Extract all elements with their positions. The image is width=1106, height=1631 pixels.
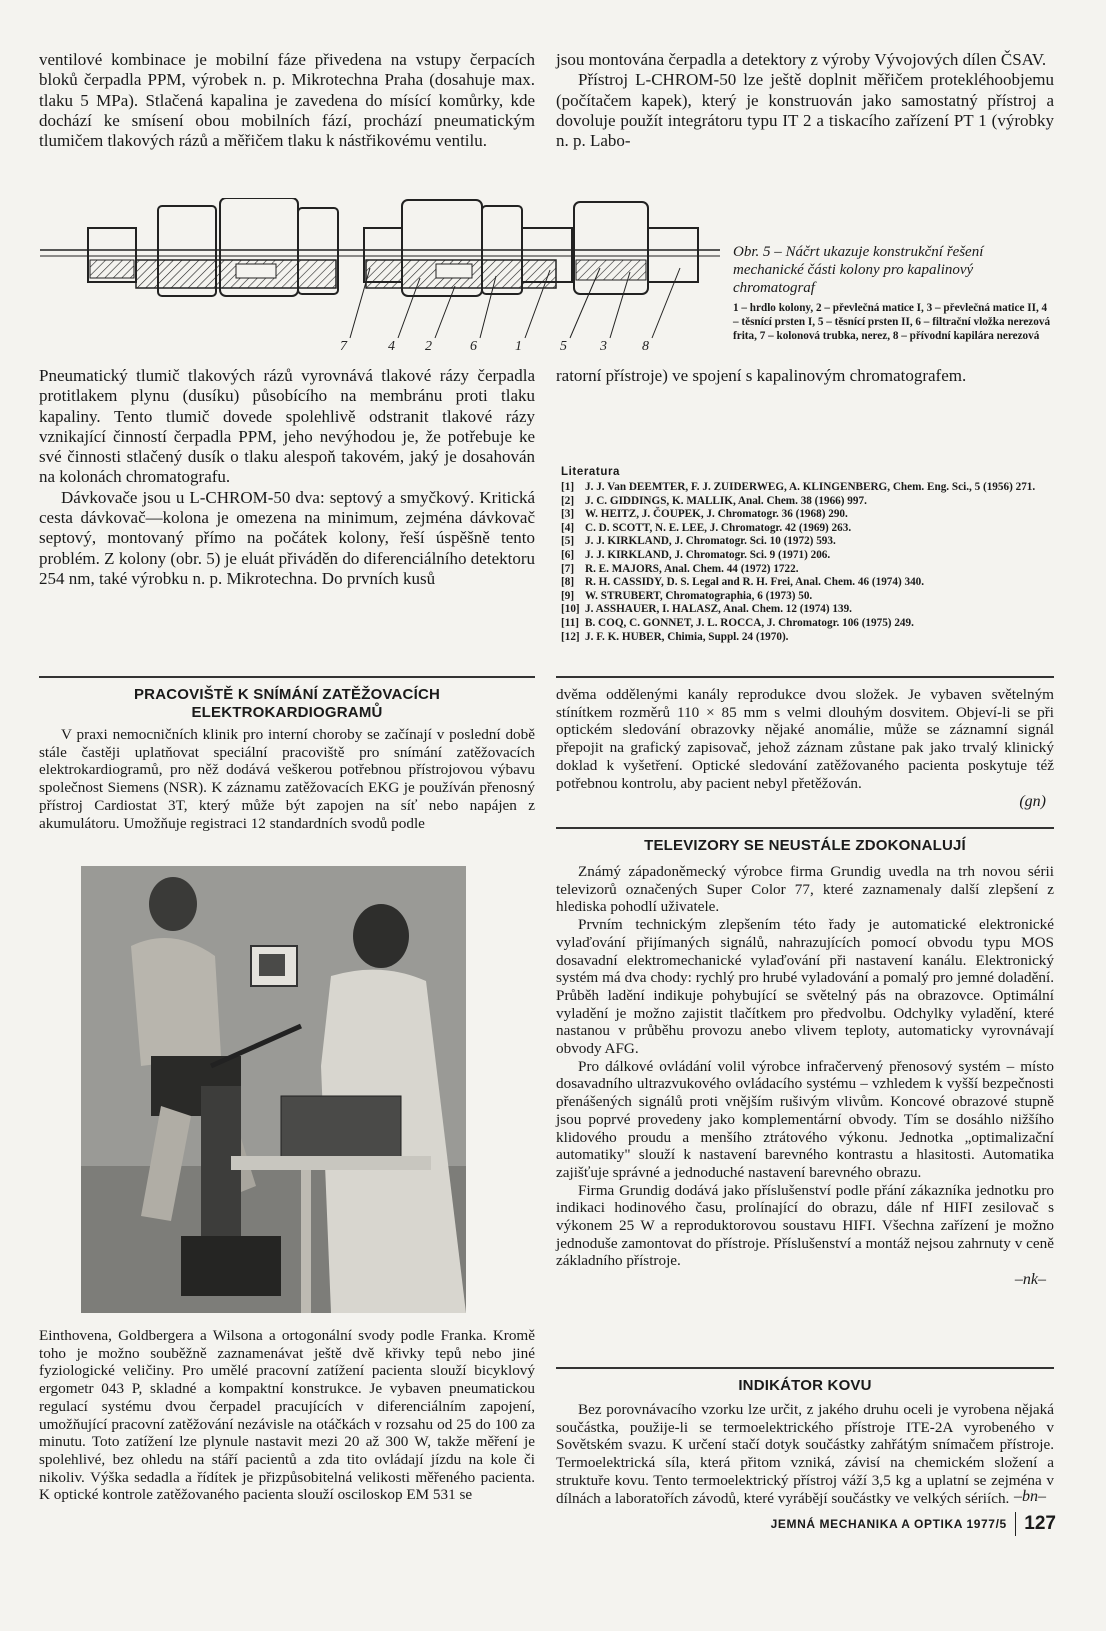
article-title: PRACOVIŠTĚ K SNÍMÁNÍ ZATĚŽOVACÍCH ELEKTROKARDIOGRAMŮ: [133, 686, 441, 721]
reference-number: [3]: [561, 508, 575, 521]
middle-left-column: [39, 366, 535, 589]
author-signature: –nk–: [1014, 1271, 1046, 1289]
article-indikator-kovu: [556, 1377, 1054, 1507]
figure-label: 4: [388, 339, 395, 354]
reference-text: J. C. GIDDINGS, K. MALLIK, Anal. Chem. 38 (1966) 997.: [585, 494, 867, 507]
figure-label: 8: [642, 339, 649, 354]
reference-number: [4]: [561, 521, 575, 534]
author-signature: (gn): [1019, 793, 1046, 811]
figure-caption-legend: 1 – hrdlo kolony, 2 – převlečná matice I, 3 – převlečná matice II, 4 – těsnící prsten I, 5 – těsnící prsten II, 6 – filtrační vložka nerezová frita, 7 – kolonová trubka, nerez, 8 – přívodní kapilára nerezová: [733, 302, 1051, 342]
reference-number: [1]: [561, 481, 575, 493]
figure-label: 1: [515, 339, 522, 354]
middle-right-column: [556, 366, 1054, 386]
reference-text: J. J. Van DEEMTER, F. J. ZUIDERWEG, A. KLINGENBERG, Chem. Eng. Sci., 5 (1956) 271.: [585, 481, 1036, 493]
article-ekg-right: [556, 686, 1054, 812]
paragraph: dvěma oddělenými kanály reprodukce dvou složek. Je vybaven světelným stínítkem rozměrů 110 × 85 mm s velmi dlouhým dosvitem. Objeví-li se při optickém sledování obrazovky nějaké anomálie, může se záznamní signál přepojit na grafický zapisovač, jehož záznam zůstane pak jako trvalý klinický doklad k vyšetření. Optické sledování zatěžovaného pacienta poskytuje též potřebnou kontrolu, aby pacient nebyl přetěžován.: [556, 686, 1054, 792]
reference-text: R. H. CASSIDY, D. S. Legal and R. H. Frei, Anal. Chem. 46 (1974) 340.: [585, 576, 925, 589]
literature-heading: Literatura: [561, 466, 621, 478]
reference-number: [2]: [561, 494, 575, 507]
reference-item: [561, 576, 1055, 590]
reference-number: [9]: [561, 589, 575, 602]
figure-label: 7: [340, 339, 347, 354]
top-left-column: [39, 50, 535, 151]
reference-item: [561, 508, 1055, 522]
page-number: 127: [1024, 1513, 1056, 1534]
reference-number: [11]: [561, 616, 580, 629]
paragraph: Dávkovače jsou u L-CHROM-50 dva: septový a smyčkový. Kritická cesta dávkovač—kolona je omezena na minimum, zejména dávkovač septový, montovaný přímo na počátek kolony, řeší úspěšně tento problém. Z kolony (obr. 5) je eluát přiváděn do diferenciálního detektoru 254 nm, také výrobku n. p. Mikrotechna. Do prvních kusů: [39, 487, 535, 588]
magazine-name: JEMNÁ MECHANIKA A OPTIKA 1977/5: [770, 1517, 1007, 1531]
reference-text: R. E. MAJORS, Anal. Chem. 44 (1972) 1722.: [585, 562, 799, 575]
figure-label: 3: [600, 339, 607, 354]
article-ekg: [39, 686, 535, 832]
paragraph: Firma Grundig dodává jako příslušenství podle přání zákazníka jednotku pro indikaci hodinového času, prolínající do obrazu, dále nf HIFI zesilovač s výkonem 25 W a reproduktorovou soustavu HIFI. Všechna zařízení je možno jednoduše zamontovat do přístroje. Příslušenství a montáž nejsou zahrnuty v ceně základního přístroje.: [556, 1181, 1054, 1270]
section-divider: [556, 676, 1054, 678]
paragraph: V praxi nemocničních klinik pro interní choroby se začínají v poslední době stále častěji uplatňovat speciální pracoviště pro snímání zatěžovacích elektrokardiogramů, pro něž dodává veškerou potřebnou přístrojovou výbavu společnost Siemens (NSR). K záznamu zatěžovacích EKG je používán přenosný přístroj Cardiostat 3T, který může být zapojen na síť nebo napájen z akumulátoru. Umožňuje registraci 12 standardních svodů podle: [39, 726, 535, 832]
paragraph: jsou montována čerpadla a detektory z výroby Vývojových dílen ČSAV.: [556, 50, 1047, 69]
paragraph: ratorní přístroje) ve spojení s kapalinovým chromatografem.: [556, 366, 967, 385]
reference-item: [561, 549, 1055, 563]
article-ekg-continued: [39, 1327, 535, 1504]
reference-item: [561, 563, 1055, 577]
paragraph: Pro dálkové ovládání volil výrobce infračervený přenosový systém – místo dosavadního ultrazvukového ovládacího systému – vzhledem k vyšší bezpečnosti přenášených signálů proti vnějším rušivým vlivům. Koncové obrazové stupně jsou poprvé provedeny jako komplementární obvody. Tím se dosáhlo nižšího klidového proudu a menšího ztrátového výkonu. Jednotka „optimalizační automatiky" slouží k nastavení barevného kontrastu a hlasitosti. Automatika zajišťuje správné a jednoduché nastavení barevného obrazu.: [556, 1057, 1054, 1181]
paragraph: Prvním technickým zlepšením této řady je automatické elektronické vylaďování přijímaných signálů, nahrazujících pomocí obvodu typu MOS dosavadní elektromechanické vylaďování při nastavení kanálu. Elektronický systém má dva chody: rychlý pro hrubé vyladování a pomalý pro jemné doladění. Průběh ladění indikuje pohybující se světelný pás na obrazovce. Optimální vyladění je možno zajistit tlačítkem pro předvolbu. Odchylky vyladění, které nastanou v průběhu provozu anebo vlivem teploty, automaticky vyrovnávají obvody AFG.: [556, 916, 1054, 1058]
paragraph: Přístroj L-CHROM-50 lze ještě doplnit měřičem protekléhoobjemu (počítačem kapek), který je konstruován jako samostatný přístroj a dovoluje použít integrátoru typu IT 2 a tiskacího zařízení PT 1 (výrobky n. p. Labo-: [556, 70, 1054, 151]
article-title: TELEVIZORY SE NEUSTÁLE ZDOKONALUJÍ: [644, 837, 966, 854]
reference-item: [561, 590, 1055, 604]
figure-caption-title: Obr. 5 – Náčrt ukazuje konstrukční řešení mechanické části kolony pro kapalinový chromatograf: [733, 244, 984, 296]
article-body: [556, 863, 1054, 1270]
paragraph: Einthovena, Goldbergera a Wilsona a ortogonální svody podle Franka. Kromě toho je možno souběžně zaznamenávat ještě dvě křivky tepů nebo jiné fyziologické veličiny. Pro umělé pracovní zatížení pacienta slouží bicyklový ergometr 043 P, skladné a kompaktní konstrukce. Je vybaven pneumatickou regulací systému dvou čerpadel pracujících v diferenciálním zapojení, umožňující pracovní zatěžování nezávisle na otáčkách v rozsahu od 25 do 100 za minutu. Toto zatížení lze plynule nastavit mezi 20 až 300 W, takže měření je spolehlivé, bez ohledu na stáří pacientů a zda tito ovládají jízdu na kole či nikoliv. Výška sedadla a řídítek je přizpůsobitelná velikosti měřeného pacienta. K optické kontrole zatěžovaného pacienta slouží osciloskop EM 531 se: [39, 1327, 535, 1504]
references: [561, 481, 1055, 644]
reference-text: J. J. KIRKLAND, J. Chromatogr. Sci. 9 (1971) 206.: [585, 548, 831, 561]
figure-label: 6: [470, 339, 477, 354]
paragraph: Bez porovnávacího vzorku lze určit, z jakého druhu oceli je vyrobena nějaká součástka, použije-li se termoelektrického přístroje ITE-2A vyrobeného v Sovětském svazu. K určení stačí dotyk součástky zahřátým snímačem přístroje. Termoelektrická síla, která přitom vzniká, závisí na chemickém složení a struktuře kovu. Tento termoelektrický přístroj váží 3,5 kg a uplatní se zejména v dílnách a laboratořích závodů, které vyrábějí součástky ve velkých sériích.: [556, 1401, 1054, 1507]
reference-item: [561, 603, 1055, 617]
reference-item: [561, 522, 1055, 536]
section-divider: [39, 676, 535, 678]
paragraph: Pneumatický tlumič tlakových rázů vyrovnává tlakové rázy čerpadla protitlakem plynu (dusíku) působícího na membránu proti tlaku kapaliny. Tento tlumič dovede spolehlivě odstranit tlakové rázy vznikající činností čerpadla PPM, jeho nevýhodou je, že potřebuje ke své činnosti stlačený dusík o tlaku alespoň takovém, jaký je dosahován na kolonách chromatografu.: [39, 366, 535, 487]
reference-text: W. HEITZ, J. ČOUPEK, J. Chromatogr. 36 (1968) 290.: [585, 508, 848, 521]
reference-text: J. J. KIRKLAND, J. Chromatogr. Sci. 10 (1972) 593.: [585, 535, 836, 548]
footer-separator: [1015, 1512, 1017, 1536]
section-divider: [556, 827, 1054, 829]
reference-text: J. ASSHAUER, I. HALASZ, Anal. Chem. 12 (1974) 139.: [585, 603, 852, 616]
author-signature: –bn–: [1014, 1488, 1046, 1506]
reference-item: [561, 495, 1055, 509]
paragraph: ventilové kombinace je mobilní fáze přivedena na vstupy čerpacích bloků čerpadla PPM, výrobek n. p. Mikrotechna Praha (dosahuje max. tlaku 5 MPa). Stlačená kapalina je zavedena do mísící komůrky, kde dochází ke smísení obou mobilních fází, prochází pneumatickým tlumičem tlakových rázů a měřičem tlaku k nástřikovému ventilu.: [39, 50, 535, 151]
reference-text: B. COQ, C. GONNET, J. L. ROCCA, J. Chromatogr. 106 (1975) 249.: [585, 616, 914, 629]
reference-text: C. D. SCOTT, N. E. LEE, J. Chromatogr. 42 (1969) 263.: [585, 521, 852, 534]
column-cross-section-drawing: [40, 198, 730, 358]
figure-caption: [733, 243, 1055, 343]
reference-number: [10]: [561, 603, 580, 616]
reference-number: [6]: [561, 548, 575, 561]
reference-item: [561, 631, 1055, 645]
section-divider: [556, 1367, 1054, 1369]
literature-list: [561, 466, 1055, 644]
reference-text: W. STRUBERT, Chromatographia, 6 (1973) 50.: [585, 589, 813, 602]
reference-item: [561, 535, 1055, 549]
article-televizory: [556, 837, 1054, 1290]
paragraph: Známý západoněmecký výrobce firma Grundig uvedla na trh novou sérii televizorů označených Super Color 77, které zaznamenaly další zlepšení z hlediska pohodlí uživatele.: [556, 863, 1054, 916]
page-footer: [771, 1512, 1056, 1536]
reference-number: [12]: [561, 630, 580, 643]
article-body: [556, 1401, 1054, 1507]
reference-number: [5]: [561, 535, 575, 548]
article-title: INDIKÁTOR KOVU: [738, 1377, 872, 1394]
reference-number: [7]: [561, 562, 575, 575]
reference-number: [8]: [561, 576, 575, 589]
reference-item: [561, 481, 1055, 495]
figure-label: 5: [560, 339, 567, 354]
figure-label: 2: [425, 339, 432, 354]
reference-item: [561, 617, 1055, 631]
reference-text: J. F. K. HUBER, Chimia, Suppl. 24 (1970).: [585, 630, 789, 643]
top-right-column: [556, 50, 1054, 151]
ekg-workstation-photo: [81, 866, 466, 1313]
